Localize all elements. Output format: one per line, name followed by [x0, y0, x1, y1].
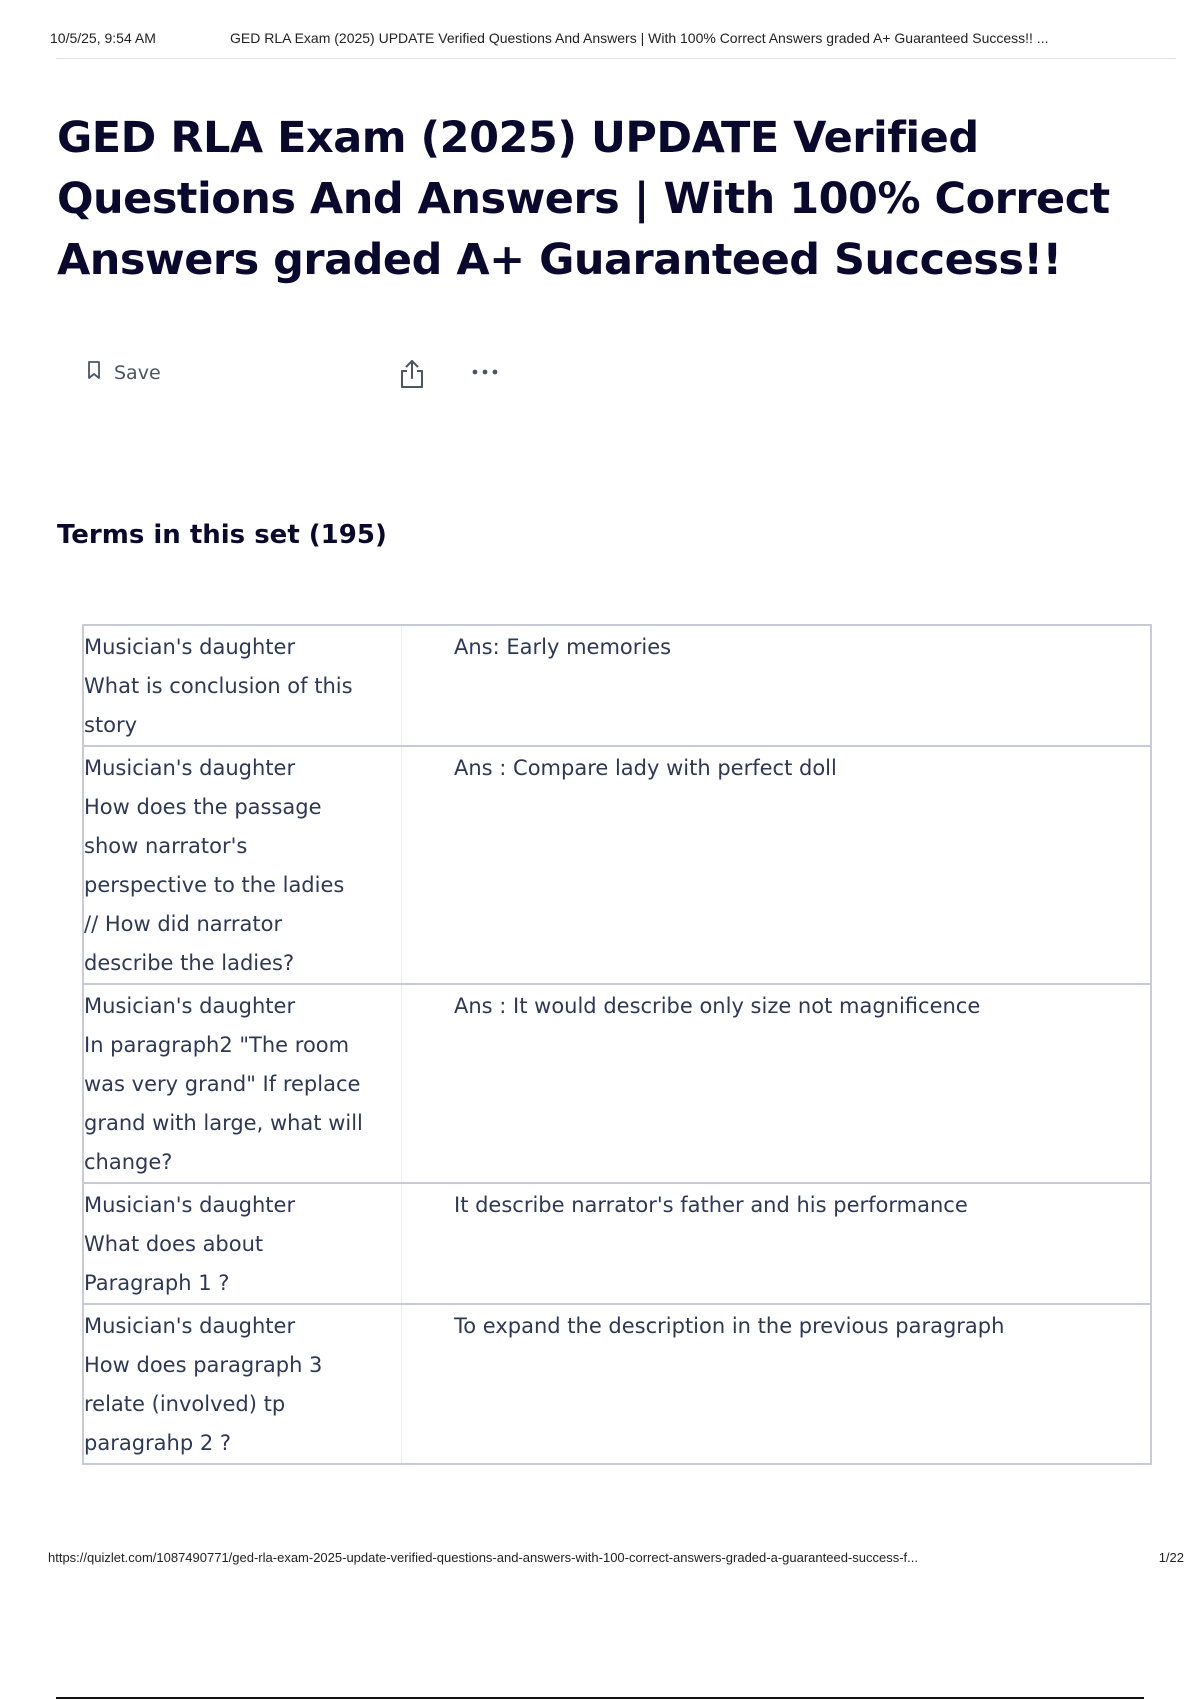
definition-text: Ans: Early memories: [454, 635, 672, 659]
print-page-number: 1/22: [1158, 1550, 1184, 1565]
terms-table: [82, 624, 1152, 1465]
term-row: [84, 1303, 1150, 1463]
term-text: Musician's daughter What is conclusion of this story: [84, 626, 402, 745]
share-button[interactable]: [398, 358, 426, 395]
term-text: Musician's daughter What does about Paragraph 1 ?: [84, 1184, 402, 1303]
definition-text: To expand the description in the previous paragraph: [454, 1314, 1005, 1338]
term-row: [84, 626, 1150, 745]
definition-text: Ans : Compare lady with perfect doll: [454, 756, 837, 780]
bookmark-icon: [86, 360, 102, 385]
page-bottom-divider: [56, 1697, 1144, 1699]
save-button[interactable]: [86, 360, 161, 385]
page-title: GED RLA Exam (2025) UPDATE Verified Questions And Answers | With 100% Correct Answers graded A+ Guaranteed Success!!: [57, 113, 1110, 285]
term-text: Musician's daughter How does paragraph 3 relate (involved) tp paragrahp 2 ?: [84, 1305, 402, 1463]
term-row: [84, 745, 1150, 983]
definition-text: Ans : It would describe only size not magnificence: [454, 994, 981, 1018]
more-options-button[interactable]: [470, 362, 500, 387]
save-label: Save: [114, 361, 161, 384]
print-url: https://quizlet.com/1087490771/ged-rla-exam-2025-update-verified-questions-and-answers-with-100-correct-answers-graded-a-guaranteed-success-f...: [48, 1550, 918, 1565]
term-row: [84, 1182, 1150, 1303]
terms-heading: Terms in this set (195): [57, 520, 387, 550]
print-datetime: 10/5/25, 9:54 AM: [50, 30, 156, 46]
more-options-icon: [470, 369, 500, 386]
term-text: Musician's daughter In paragraph2 "The room was very grand" If replace grand with large, what will change?: [84, 985, 402, 1182]
print-page-title: GED RLA Exam (2025) UPDATE Verified Questions And Answers | With 100% Correct Answers graded A+ Guaranteed Success!! ...: [230, 30, 1049, 46]
set-actions-bar: [86, 360, 506, 392]
definition-text: It describe narrator's father and his performance: [454, 1193, 968, 1217]
share-icon: [398, 377, 426, 394]
term-text: Musician's daughter How does the passage show narrator's perspective to the ladies // How did narrator describe the ladies?: [84, 747, 402, 983]
term-row: [84, 983, 1150, 1182]
header-divider: [56, 58, 1176, 59]
